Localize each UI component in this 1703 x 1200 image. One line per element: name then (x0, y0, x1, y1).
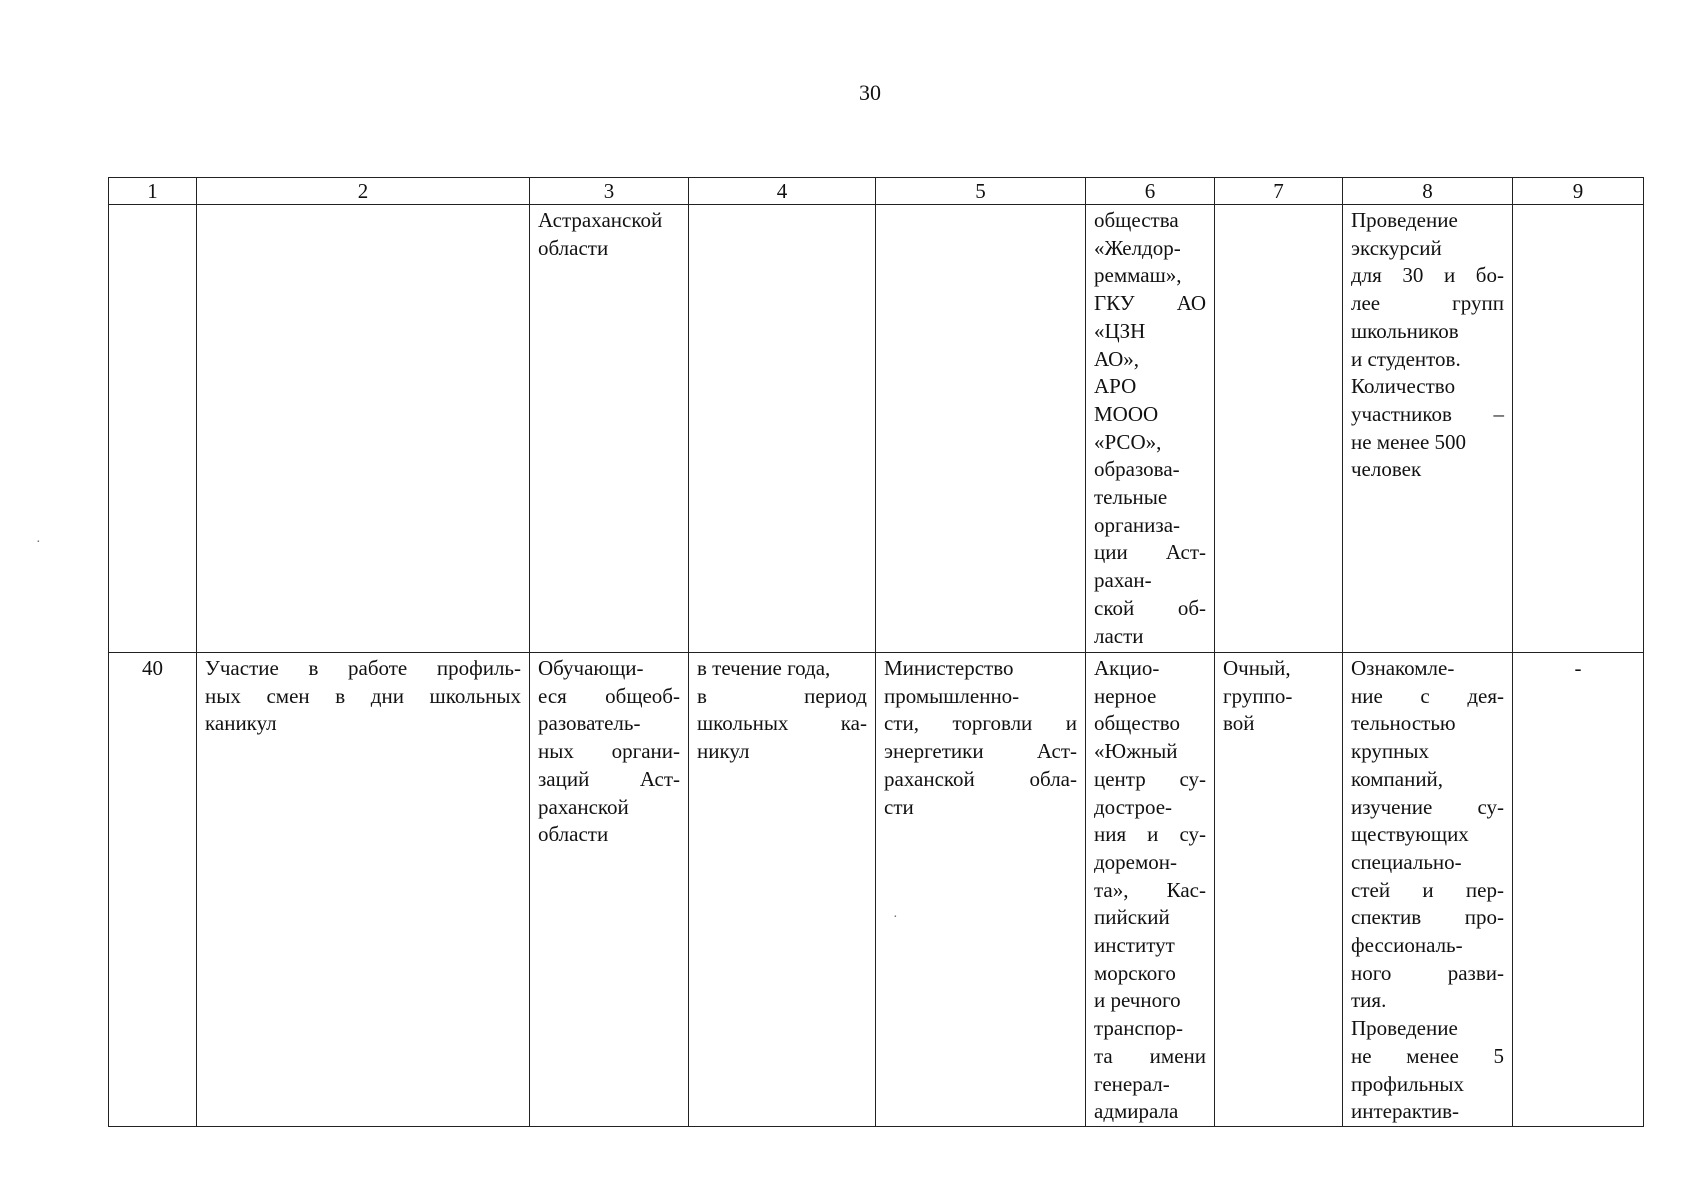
cell-partners (1086, 653, 1215, 1127)
cell-line: ных смен в дни школьных (205, 683, 521, 708)
cell-line: стей и пер- (1351, 877, 1504, 902)
column-number: 5 (876, 178, 1086, 205)
cell-line: в период (697, 683, 867, 708)
cell-line: та», Кас- (1094, 877, 1206, 902)
cell-line: центр су- (1094, 766, 1206, 791)
cell-format (1215, 653, 1343, 1127)
cell-line: крупных (1351, 739, 1430, 764)
cell-line: образова- (1094, 457, 1180, 482)
column-number: 6 (1086, 178, 1215, 205)
cell-line: Обучающи- (538, 656, 644, 680)
column-number: 3 (530, 178, 689, 205)
cell-line: профильных (1351, 1071, 1464, 1096)
column-number: 2 (197, 178, 530, 205)
cell-line: институт (1094, 933, 1175, 958)
table-row (109, 205, 1644, 653)
cell-line: «Желдор- (1094, 235, 1181, 260)
cell-line: ных органи- (538, 739, 680, 764)
cell-line: сти, торговли и (884, 711, 1077, 736)
cell-line: участников – (1351, 401, 1504, 426)
cell-dates (689, 653, 876, 1127)
cell-participants (530, 653, 689, 1127)
cell-line: человек (1351, 457, 1422, 482)
cell-line: лее групп (1351, 291, 1504, 316)
cell-responsible (876, 653, 1086, 1127)
cell-line: общество (1094, 711, 1180, 736)
column-number-row (109, 178, 1644, 205)
column-number: 8 (1343, 178, 1513, 205)
cell-line: морского (1094, 960, 1176, 985)
cell-line: рахан- (1094, 568, 1152, 593)
cell-line: тельностью (1351, 711, 1456, 736)
cell-line: АО», (1094, 346, 1140, 371)
cell-line: промышленно- (884, 683, 1020, 708)
cell-line: ГКУ АО (1094, 291, 1206, 316)
cell-line: «РСО», (1094, 429, 1162, 454)
cell-participants (530, 205, 689, 653)
cell-line: тельные (1094, 485, 1168, 510)
cell-line: спектив про- (1351, 905, 1504, 930)
cell-line: та имени (1094, 1043, 1206, 1068)
cell-responsible (876, 205, 1086, 653)
cell-format (1215, 205, 1343, 653)
cell-line: раханской обла- (884, 766, 1077, 791)
cell-line: генерал- (1094, 1071, 1170, 1096)
cell-result (1343, 653, 1513, 1127)
cell-line: ния и су- (1094, 822, 1206, 847)
cell-line: и речного (1094, 988, 1181, 1013)
cell-notes (1513, 205, 1644, 653)
cell-line: для 30 и бо- (1351, 263, 1504, 288)
cell-line: ской об- (1094, 595, 1206, 620)
cell-line: не менее 5 (1351, 1043, 1504, 1068)
cell-line: дострое- (1094, 794, 1173, 819)
cell-line: пийский (1094, 905, 1170, 930)
cell-line: «ЦЗН (1094, 318, 1146, 343)
cell-line: ласти (1094, 623, 1144, 648)
cell-notes: - (1513, 653, 1644, 1127)
cell-line: Участие в работе профиль- (205, 656, 521, 680)
cell-line: заций Аст- (538, 766, 680, 791)
table-row (109, 653, 1644, 1127)
cell-partners (1086, 205, 1215, 653)
cell-line: общества (1094, 208, 1179, 232)
cell-line: экскурсий (1351, 235, 1442, 260)
cell-line: школьников (1351, 318, 1459, 343)
cell-line: Ознакомле- (1351, 656, 1455, 680)
cell-line: специально- (1351, 849, 1462, 874)
cell-line: доремон- (1094, 849, 1178, 874)
cell-line: Проведение (1351, 1016, 1458, 1041)
cell-line: АРО (1094, 374, 1137, 399)
cell-line: транспор- (1094, 1016, 1184, 1041)
column-number: 9 (1513, 178, 1644, 205)
cell-line: и студентов. (1351, 346, 1461, 371)
cell-number (109, 205, 197, 653)
cell-line: никул (697, 739, 750, 764)
cell-line: еся общеоб- (538, 683, 680, 708)
cell-line: области (538, 822, 609, 847)
cell-line: ного разви- (1351, 960, 1504, 985)
cell-line: в течение года, (697, 656, 831, 680)
cell-line: каникул (205, 711, 277, 736)
cell-line: Количество (1351, 374, 1456, 399)
scan-speck: · (36, 535, 41, 550)
cell-dates (689, 205, 876, 653)
cell-line: энергетики Аст- (884, 739, 1077, 764)
cell-line: области (538, 235, 609, 260)
cell-line: фессиональ- (1351, 933, 1463, 958)
cell-line: тия. (1351, 988, 1387, 1013)
cell-line: «Южный (1094, 739, 1178, 764)
plan-table (108, 177, 1644, 1127)
cell-line: Акцио- (1094, 656, 1160, 680)
cell-line: реммаш», (1094, 263, 1182, 288)
scan-speck: · (893, 910, 898, 925)
cell-line: компаний, (1351, 766, 1444, 791)
cell-line: не менее 500 (1351, 429, 1467, 454)
cell-line: школьных ка- (697, 711, 867, 736)
cell-event (197, 205, 530, 653)
cell-line: Очный, (1223, 656, 1291, 680)
cell-event (197, 653, 530, 1127)
cell-line: адмирала (1094, 1099, 1179, 1124)
column-number: 4 (689, 178, 876, 205)
cell-line: разователь- (538, 711, 641, 736)
cell-line: ции Аст- (1094, 540, 1206, 565)
cell-line: МООО (1094, 401, 1159, 426)
cell-line: интерактив- (1351, 1099, 1460, 1124)
cell-line: Проведение (1351, 208, 1458, 232)
cell-line: Астраханской (538, 208, 663, 232)
cell-line: Министерство (884, 656, 1014, 680)
column-number: 7 (1215, 178, 1343, 205)
cell-line: сти (884, 794, 914, 819)
page-number: 30 (859, 80, 881, 105)
cell-line: нерное (1094, 683, 1157, 708)
cell-result (1343, 205, 1513, 653)
cell-line: группо- (1223, 683, 1293, 708)
cell-line: раханской (538, 794, 629, 819)
column-number: 1 (109, 178, 197, 205)
cell-number: 40 (109, 653, 197, 1127)
cell-line: организа- (1094, 512, 1181, 537)
cell-line: ществующих (1351, 822, 1469, 847)
cell-line: изучение су- (1351, 794, 1504, 819)
cell-line: вой (1223, 711, 1255, 736)
cell-line: ние с дея- (1351, 683, 1504, 708)
